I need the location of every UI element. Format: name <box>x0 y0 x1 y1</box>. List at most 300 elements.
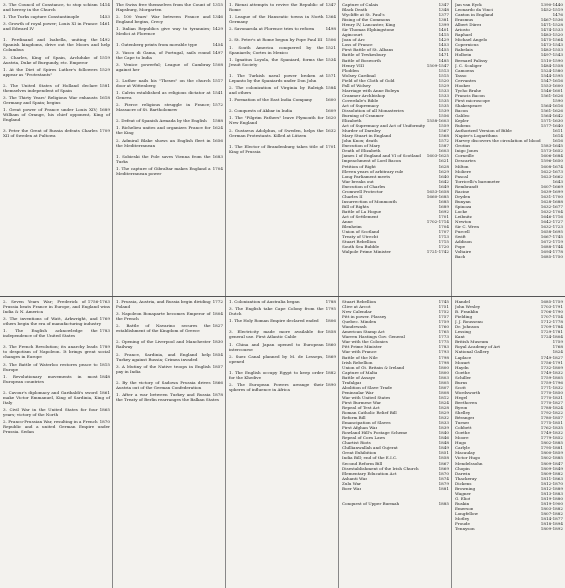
list-item-year: 1706-1790 <box>540 309 563 315</box>
event-entry <box>229 97 336 102</box>
event-entry <box>229 382 336 392</box>
list-item-name: Execution of Charles <box>342 183 386 189</box>
list-item-name: India Bill; end of the E.I.C. <box>342 455 398 461</box>
list-item-year: 1347 <box>438 2 449 7</box>
list-item-year: 1520 <box>438 77 449 83</box>
list-item-name: British Museum <box>455 339 489 345</box>
event-entry <box>229 73 336 83</box>
list-item-year: 1819-1900 <box>540 500 563 506</box>
list-item-name: First Battle of St. Albans <box>342 47 394 53</box>
list-item-name: Boer War <box>342 485 362 491</box>
event-entry <box>116 323 223 333</box>
list-item-year: 1709-1784 <box>540 324 563 330</box>
list-item-year: 1513 <box>438 67 449 73</box>
list-item-year: 1689 <box>438 203 449 209</box>
event-year: 1870 <box>99 419 110 425</box>
list-item-name: Thackeray <box>455 475 477 481</box>
list-item-name: Irish Rebellion <box>342 359 373 365</box>
event-year: 1506 <box>325 37 336 43</box>
event-entry <box>116 364 223 374</box>
list-item-year: 1688-1744 <box>540 244 563 250</box>
event-text: 1. Ferdinand and Isabella, uniting the Spanish kingdoms, drive out the Moors and help Columbus <box>3 37 110 53</box>
list-item-year: 1812-1889 <box>540 485 563 491</box>
event-year: 1534 <box>325 56 336 62</box>
event-entry <box>116 90 223 100</box>
event-entry <box>229 299 336 304</box>
event-entry <box>229 14 336 24</box>
list-item-year: 1509-1547 <box>426 62 449 68</box>
list-item-name: War with United States <box>342 394 391 400</box>
list-item-year: 1800 <box>438 369 449 375</box>
list-item-year: 1642-1727 <box>540 219 563 225</box>
event-entry <box>229 342 336 352</box>
list-item-name: Kepler <box>455 118 469 124</box>
list-item-year: 1692 <box>438 208 449 214</box>
list-item-name: Wandewash <box>342 324 367 330</box>
event-entry <box>229 26 336 31</box>
arts-science-column <box>452 297 565 588</box>
list-item-year: 1809-1882 <box>540 470 563 476</box>
english-history-column <box>339 0 452 297</box>
list-item-name: New Calendar <box>342 309 372 315</box>
list-item-name: Joan of Arc <box>342 37 365 43</box>
event-entry <box>3 344 110 359</box>
list-item-year: 1535 <box>438 102 449 108</box>
list-item-year: 1749-1832 <box>540 369 563 375</box>
list-item-name: Elizabeth <box>342 118 362 124</box>
event-year: 1878 <box>212 391 223 397</box>
event-year: 1454 <box>212 42 223 48</box>
list-item-year: 1583-1645 <box>540 143 563 149</box>
event-year: 1346 <box>212 14 223 20</box>
list-item-name: Francis Bacon <box>455 92 485 98</box>
list-item-name: Trafalgar <box>342 379 362 385</box>
list-item-name: War with France <box>342 349 377 355</box>
list-item-name: Michael Angelo <box>455 37 488 43</box>
list-item-year: 1632-1677 <box>540 203 563 209</box>
list-item-name: Battle of Tewkesbury <box>342 52 386 58</box>
list-item-name: Death of Elizabeth <box>342 148 381 154</box>
list-item-name: Pitt Prime Minister <box>342 344 382 350</box>
list-item-year: 1802-1885 <box>540 440 563 446</box>
event-year: 1517 <box>212 77 223 83</box>
list-item-name: Rising of the Commons <box>342 17 391 23</box>
list-item-name: Locke <box>455 208 468 214</box>
list-item-name: Tycho Brahe <box>455 87 482 93</box>
list-item-name: Leibnitz <box>455 213 472 219</box>
event-year: 1656 <box>212 137 223 143</box>
list-item-name: Cromwell Protector <box>342 188 383 194</box>
event-text: 2. Battle of Navarino secures the establishment of the Kingdom of Greece <box>116 323 211 334</box>
list-item-year: 1749-1832 <box>540 430 563 436</box>
list-item-year: 1603-1625 <box>426 153 449 159</box>
list-item-year: 1768 <box>552 344 563 350</box>
list-item-year: 1685-1750 <box>540 254 563 260</box>
list-item-year: 1808 <box>438 389 449 395</box>
event-entry <box>3 67 110 77</box>
event-year: 1858 <box>325 329 336 335</box>
event-text: 1. The Turks capture Constantinople <box>3 14 80 20</box>
english-history-column <box>339 297 452 588</box>
list-item-year: 1811-1863 <box>540 475 563 481</box>
list-item <box>455 526 563 531</box>
list-item-name: Walpole Prime Minister <box>342 249 391 255</box>
list-item-name: John Wesley <box>455 304 481 310</box>
list-item-year: 1745 <box>438 299 449 304</box>
list-item-name: Flodden <box>342 67 359 73</box>
list-item-year: 1401 <box>438 27 449 33</box>
list-item-name: Conquest of Upper Burmah <box>342 500 400 506</box>
list-item-year: 1874 <box>438 475 449 481</box>
list-item-name: Disestablishment of the Irish Church <box>342 465 419 471</box>
event-entry <box>229 329 336 339</box>
event-year: 1315 <box>212 2 223 7</box>
event-text: 1. Colonization of Australia began <box>229 299 300 304</box>
event-text: 1. The English occupy Egypt to keep order for the Khedive <box>229 369 324 380</box>
list-item-year: 1471 <box>438 52 449 58</box>
event-text: 1. The capture of Gibraltar makes England a Mediterranean power <box>116 165 211 176</box>
list-item-year: 1770-1831 <box>540 394 563 400</box>
event-text: 1. Ignatius Loyola, the Spaniard, forms the Jesuit Society <box>229 56 324 67</box>
event-text: 3. A Mutiny of the Native troops in English pay in India <box>116 363 211 374</box>
list-item-name: John Knox; death <box>342 138 378 144</box>
list-item-year: 1672-1719 <box>540 239 563 245</box>
event-entry <box>3 407 110 417</box>
list-item-name: Pitt in power. Plassey <box>342 314 387 320</box>
list-item-year: 1724-1804 <box>540 334 563 340</box>
list-item-year: 1573-1652 <box>540 148 563 154</box>
list-item-name: Bunyan <box>455 198 471 204</box>
list-item-name: Loss of France <box>342 42 373 48</box>
event-text: 2. St. Peter's at Rome begun by Pope Paul III <box>229 37 323 43</box>
event-text: 3. Venice powerful; League of Cambray against her <box>116 61 211 72</box>
event-entry <box>3 55 110 65</box>
list-item-year: 1713 <box>438 234 449 240</box>
list-item-year: 1792-1822 <box>540 410 563 416</box>
event-entry <box>3 316 110 326</box>
list-item-name: First Burmese War <box>342 399 382 405</box>
list-item-year: 1832 <box>438 415 449 421</box>
list-item-name: Zulu War <box>342 480 361 486</box>
list-item-year: 1813-1883 <box>540 490 563 496</box>
event-entry <box>3 419 110 434</box>
event-year: 1860 <box>325 341 336 347</box>
list-item <box>342 501 449 506</box>
list-item-year: 1809-1892 <box>540 526 563 532</box>
list-item-year: 1471-1528 <box>540 22 563 28</box>
list-item-name: Leonardo da Vinci <box>455 7 493 13</box>
event-year: 1529 <box>99 66 110 72</box>
list-item-name: Henry IV, Lancaster, King <box>342 22 396 28</box>
list-item-year: 1628-1688 <box>540 198 563 204</box>
list-item-name: Cervantes <box>455 77 477 83</box>
list-item-year: 1483-1520 <box>540 32 563 38</box>
event-year: 1588 <box>212 118 223 124</box>
event-entry <box>3 37 110 52</box>
list-item-name: Froude <box>455 521 470 527</box>
list-item-year: 1800 <box>438 364 449 370</box>
list-item-year: 1805 <box>438 379 449 385</box>
event-entry <box>229 128 336 138</box>
list-item-name: Moore <box>455 435 469 441</box>
list-item-name: Authorized Version of Bible <box>455 128 512 134</box>
list-item-year: 1798 <box>438 354 449 360</box>
list-item-year: 1870 <box>438 470 449 476</box>
event-year: 1827 <box>212 323 223 329</box>
event-text: 2. France, Sardinia, and England help Turkey against Russia; Crimea invaded <box>116 351 211 362</box>
list-item-year: 1803-1882 <box>540 505 563 511</box>
event-year: 1519 <box>99 54 110 60</box>
list-item-year: 1833 <box>438 420 449 426</box>
list-item-name: Wagner <box>455 490 471 496</box>
list-item-year: 1544-1595 <box>540 72 563 78</box>
event-year: 1347 <box>325 2 336 7</box>
event-entry <box>229 306 336 316</box>
list-item-year: 1667-1745 <box>540 234 563 240</box>
list-item-year: 1759-1796 <box>540 379 563 385</box>
list-item-year: 1704 <box>438 224 449 230</box>
arts-science-column <box>452 0 565 297</box>
list-item-name: Clive at Arcot <box>342 304 371 310</box>
event-year: 1541 <box>212 89 223 95</box>
list-item-name: Laplace <box>455 354 472 360</box>
event-text: 1. Formation of the East India Company <box>229 97 313 103</box>
list-item-name: Milton <box>455 163 469 169</box>
list-item-name: Hegel <box>455 394 468 400</box>
list-item-name: First microscope <box>455 97 490 103</box>
list-item-name: Warren Hastings Gov. General <box>342 334 405 340</box>
list-item-name: Peninsular War <box>342 389 374 395</box>
event-entry <box>229 45 336 55</box>
list-item-name: Grotius <box>455 143 471 149</box>
event-year: 1521 <box>325 44 336 50</box>
event-year: 1882 <box>325 369 336 375</box>
list-item-name: Ashanti War <box>342 475 368 481</box>
list-item-name: War with the Colonies <box>342 339 388 345</box>
event-year: 1632 <box>325 127 336 133</box>
event-year: 1689 <box>99 107 110 113</box>
list-item <box>455 254 563 259</box>
list-item-year: 1643 <box>552 178 563 184</box>
list-item-name: Rabelais <box>455 47 473 53</box>
list-item-year: 1561-1626 <box>540 92 563 98</box>
list-item-year: 1803 <box>438 374 449 380</box>
list-item-year: 1348 <box>438 7 449 13</box>
list-item-year: 1780-1857 <box>540 415 563 421</box>
list-item-name: National Gallery <box>455 349 490 355</box>
list-item-year: 1759 <box>552 339 563 345</box>
list-item-year: 1381 <box>438 17 449 23</box>
list-item-year: 1455 <box>438 47 449 53</box>
list-item <box>342 249 449 254</box>
list-item-year: 1771-1832 <box>540 384 563 390</box>
list-item-year: 1642 <box>438 178 449 184</box>
list-item-year: 1568 <box>438 133 449 139</box>
list-item-year: 1533 <box>438 92 449 98</box>
list-item-year: 1606-1684 <box>540 153 563 159</box>
list-item-year: 1720 <box>438 244 449 250</box>
event-entry <box>116 138 223 148</box>
event-year: 1866 <box>212 379 223 385</box>
list-item-name: Rubens <box>455 123 471 129</box>
event-entry <box>116 78 223 88</box>
list-item-year: 1783 <box>438 344 449 350</box>
event-text: 2. Fierce religious struggle in France; Massacre of St. Bartholomew <box>116 102 211 113</box>
list-item-year: 1858 <box>438 455 449 461</box>
list-item-year: 1590 <box>552 97 563 103</box>
list-item-name: Addison <box>455 239 472 245</box>
event-text: 1. South America conquered by the Spaniards; Cortes in Mexico <box>229 44 324 55</box>
event-year: 1492 <box>99 37 110 43</box>
event-text: 3. The inventions of Watt, Arkwright, and others begin the era of manufacturing industry <box>3 316 102 327</box>
list-item-name: Dryden <box>455 193 471 199</box>
list-item-name: J. C. Scaliger <box>455 62 482 68</box>
event-entry <box>229 2 336 12</box>
list-item-name: Jan van Eyck <box>455 2 482 7</box>
event-text: The Swiss free themselves from the Count of Hapsburg, Morgarten <box>116 2 211 12</box>
list-item-name: Purcell <box>455 229 470 235</box>
event-text: 1. Italian Republics give way to tyrannies; Medici at Florence <box>116 26 211 37</box>
list-item-name: Inigo Jones <box>455 148 479 154</box>
list-item-name: Emancipation of Slaves <box>342 420 391 426</box>
list-item-name: Corneille <box>455 153 474 159</box>
list-item-name: Bach <box>455 254 466 260</box>
list-item-year: 1802-1885 <box>540 455 563 461</box>
event-text: 2. The European Powers arrange their spheres of influence in Africa <box>229 381 324 392</box>
list-item-name: Henry VIII <box>342 62 365 68</box>
list-item-name: Royal Academy of Art <box>455 344 500 350</box>
list-item-year: 1779-1852 <box>540 435 563 441</box>
list-item-year: 1567 <box>438 128 449 134</box>
list-item-name: Galileo <box>455 113 470 119</box>
list-item-name: Shelley <box>455 410 471 416</box>
list-item-name: Carlyle <box>455 445 470 451</box>
list-item-name: First Afghan War <box>342 425 378 431</box>
list-item-name: Fall of Wolsey <box>342 82 371 88</box>
list-item-year: 1814-1877 <box>540 516 563 522</box>
event-year: 1795 <box>325 306 336 312</box>
list-item-name: Bill of Rights <box>342 203 369 209</box>
event-entry <box>116 339 223 349</box>
event-year: 1414 <box>99 2 110 7</box>
list-item-name: Wordsworth <box>455 389 481 395</box>
event-text: 2. Cavour's diplomacy and Garibaldi's sword make Victor Emmanuel, King of Sardinia, King of Italy <box>3 389 110 405</box>
list-item-year: 1818-1894 <box>540 521 563 527</box>
list-item-year: 1616 <box>552 138 563 144</box>
list-item-year: 1773 <box>438 334 449 340</box>
event-entry <box>116 392 223 402</box>
event-text: 1. After a war between Turkey and Russia the Treaty of Berlin rearranges the Balkan States <box>116 391 219 402</box>
event-text: 3. Civil War in the United States for four years; victory of the North <box>3 406 98 417</box>
list-item-name: J. J. Rousseau <box>455 319 483 325</box>
list-item-name: Act of Settlement <box>342 213 379 219</box>
list-item-name: Newton <box>455 219 472 225</box>
list-item-year: 1729-1781 <box>540 329 563 335</box>
list-item-name: Charles II <box>342 193 363 199</box>
event-entry <box>229 85 336 95</box>
period-band-2 <box>0 297 565 588</box>
list-item-name: Emerson <box>455 505 474 511</box>
event-year: 1709 <box>99 128 110 134</box>
event-text: 1. The Holy Roman Empire declared ended <box>229 318 319 324</box>
list-item-name: Browning <box>455 485 476 491</box>
event-entry <box>229 37 336 42</box>
list-item-year: 1631-1700 <box>540 193 563 199</box>
list-item-year: 1701 <box>438 213 449 219</box>
events-column-2 <box>113 0 226 297</box>
list-item-name: Quebec. Minden <box>342 319 377 325</box>
event-entry <box>3 21 110 31</box>
list-item-name: Tennyson <box>455 526 475 532</box>
event-entry <box>229 115 336 125</box>
list-item-year: 1793 <box>438 349 449 355</box>
list-item-year: 1577-1640 <box>540 123 563 129</box>
list-item-name: Murder of Darnley <box>342 128 381 134</box>
event-entry <box>3 362 110 372</box>
list-item-name: Second Reform Bill <box>342 460 383 466</box>
list-item-name: Schiller <box>455 374 472 380</box>
event-year: 1572 <box>212 102 223 108</box>
list-item-year: 1749-1827 <box>540 354 563 360</box>
list-item-year: 1732-1809 <box>540 364 563 370</box>
list-item-name: Capture of Malta <box>342 369 378 375</box>
list-item-year: 1476 <box>552 12 563 18</box>
event-entry <box>116 50 223 60</box>
list-item-year: 1561-1626 <box>540 107 563 113</box>
list-item-name: Battle of the Nile <box>342 354 378 360</box>
list-item-year: 1707 <box>438 229 449 235</box>
event-entry <box>229 144 336 154</box>
list-item-name: Holbein <box>455 52 472 58</box>
list-item-name: Pascal <box>455 173 469 179</box>
event-text: 3. Growth of royal power; Louis XI in France and Edward IV <box>3 21 98 32</box>
list-item-name: Repeal of Corn Laws <box>342 435 386 441</box>
list-item-year: 1510-1590 <box>540 57 563 63</box>
event-text: 2. Seven Years War; Frederick of Prussia beats France in Europe, and England wins India & N. America <box>3 299 110 314</box>
list-item-year: 1571-1630 <box>540 118 563 124</box>
event-text: 3. Electricity made more available for general use. First Atlantic Cable <box>229 329 324 340</box>
list-item-name: Fielding <box>455 314 473 320</box>
event-entry <box>3 107 110 122</box>
event-year: 1772 <box>212 299 223 304</box>
list-item-name: Black Death <box>342 7 368 13</box>
event-year: 1571 <box>325 72 336 78</box>
list-item-year: 1775-1851 <box>540 420 563 426</box>
event-year: 1508 <box>212 61 223 67</box>
event-text: 3. The Thirty Years' Religious War exhausts Germany and Spain; begins <box>3 94 98 105</box>
event-entry <box>116 2 223 12</box>
list-item-year: 1795-1881 <box>540 445 563 451</box>
event-text: 3. Charles, King of Spain, Archduke of Austria, Duke of Burgundy, etc. Emperor <box>3 54 98 65</box>
list-item-name: Stuart Rebellion <box>342 299 377 304</box>
event-year: 1806 <box>325 318 336 324</box>
list-item-name: G. Eliot <box>455 495 471 501</box>
event-text: 1. The Turkish naval power broken at Lepanto by the Spaniards under Don John <box>229 72 324 83</box>
list-item-year: 1640 <box>438 173 449 179</box>
list-item-name: Sir Thomas Elphingstone <box>342 27 395 33</box>
list-item-year: 1752 <box>438 309 449 315</box>
list-item-name: Field of the Cloth of Gold <box>342 77 395 83</box>
list-item-year: 1770-1827 <box>540 399 563 405</box>
event-year: 1453 <box>99 14 110 20</box>
list-item-year: 1628 <box>438 163 449 169</box>
event-text: 2. Admiral Blake shows an English fleet in the Mediterranean <box>116 137 211 148</box>
list-item-year: 1848 <box>438 440 449 446</box>
list-item-year: 1415 <box>438 32 449 38</box>
list-item-name: Dickens <box>455 480 472 486</box>
list-item-year: 1653-1658 <box>426 188 449 194</box>
list-item-year: 1694-1778 <box>540 249 563 255</box>
